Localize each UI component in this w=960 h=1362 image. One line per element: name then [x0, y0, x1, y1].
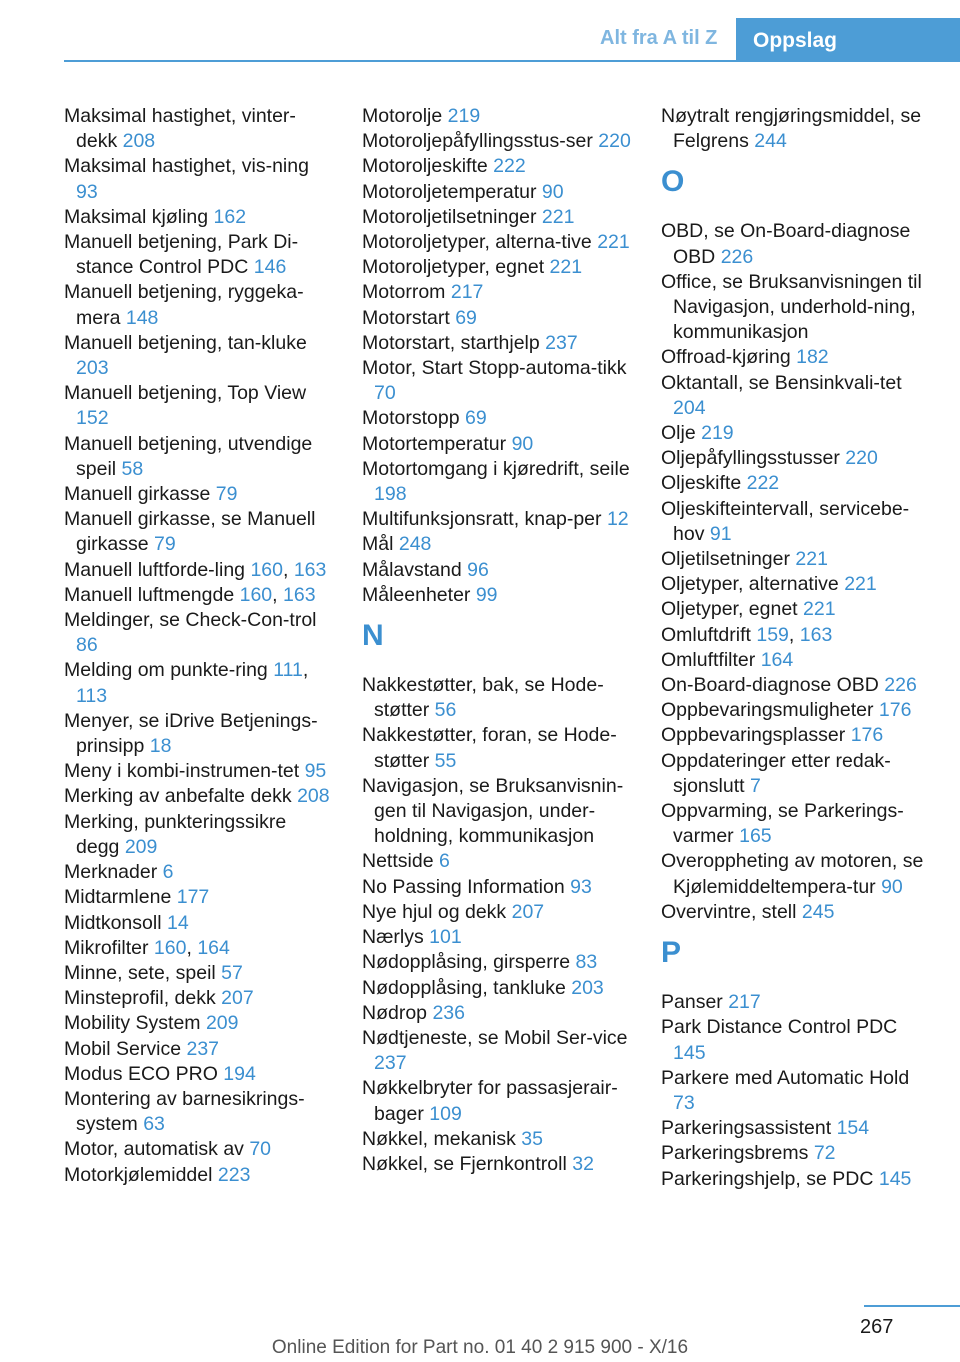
page-link[interactable]: 162 — [213, 205, 247, 228]
index-entry — [661, 1141, 931, 1166]
index-entry — [362, 205, 637, 230]
index-entry — [661, 849, 931, 899]
index-entry-text: Minne, sete, speil — [64, 961, 222, 984]
index-entry — [64, 432, 332, 482]
page-link[interactable]: 221 — [803, 598, 836, 621]
page-link[interactable]: 154 — [836, 1117, 870, 1140]
page-link[interactable]: 63 — [143, 1113, 165, 1136]
page-link[interactable]: 79 — [215, 483, 238, 506]
page-link[interactable]: 177 — [176, 886, 210, 909]
index-entry-text: Oljepåfyllingsstusser — [661, 447, 846, 470]
page-link[interactable]: 101 — [429, 926, 462, 949]
index-entry — [362, 230, 637, 255]
page-link[interactable]: 96 — [467, 558, 489, 581]
index-entry-text: Oljetyper, egnet — [661, 598, 804, 621]
index-entry-text: Multifunksjonsratt, knap-per — [362, 508, 607, 531]
index-entry-text: Montering av barnesikrings-system — [64, 1087, 305, 1136]
page-link[interactable]: 226 — [720, 245, 754, 268]
page-link[interactable]: 91 — [709, 522, 732, 545]
index-entry — [64, 104, 332, 154]
index-entry — [64, 709, 332, 759]
index-entry-text: Nødopplåsing, tankluke — [362, 976, 572, 999]
page-link[interactable]: 220 — [598, 130, 631, 153]
index-entry — [661, 421, 931, 446]
index-entry-text: Motoroljetyper, egnet — [362, 256, 550, 279]
index-entry — [661, 497, 931, 547]
page-link[interactable]: 32 — [572, 1152, 594, 1175]
index-entry-text: Maksimal hastighet, vis-ning — [64, 155, 309, 178]
page-link[interactable]: 160 — [250, 558, 283, 581]
index-entry — [362, 154, 637, 179]
index-entry-text: Merking, punkteringssikre degg — [64, 810, 287, 858]
page-separator: , — [282, 558, 294, 581]
page-link[interactable]: 93 — [76, 180, 98, 203]
index-entry — [661, 799, 931, 849]
index-entry — [362, 306, 637, 331]
page-link[interactable]: 70 — [374, 382, 396, 405]
index-entry-text: Maksimal kjøling — [64, 205, 214, 228]
page-link[interactable]: 90 — [511, 432, 534, 455]
page-link[interactable]: 221 — [549, 256, 583, 279]
index-entry-text: Park Distance Control PDC — [661, 1016, 898, 1039]
page-link[interactable]: 146 — [253, 256, 287, 279]
page-link[interactable]: 109 — [429, 1102, 462, 1125]
index-entry-text: Omluftdrift — [661, 623, 757, 646]
index-entry — [362, 774, 637, 850]
page-link[interactable]: 217 — [450, 281, 484, 304]
index-entry — [64, 608, 332, 658]
index-entry — [64, 1011, 332, 1036]
page-link[interactable]: 83 — [575, 951, 598, 974]
page-link[interactable]: 226 — [884, 674, 917, 697]
index-entry-text: Manuell girkasse — [64, 483, 216, 506]
header-tab: Oppslag — [736, 18, 960, 62]
page-link[interactable]: 203 — [571, 976, 604, 999]
index-entry — [64, 885, 332, 910]
index-entry — [362, 180, 637, 205]
index-entry-text: Nakkestøtter, foran, se Hode-støtter — [362, 724, 617, 772]
index-entry — [64, 1163, 332, 1188]
index-entry — [362, 457, 637, 507]
page-link[interactable]: 163 — [293, 558, 327, 581]
page-link[interactable]: 163 — [799, 623, 833, 646]
page-link[interactable]: 245 — [801, 900, 835, 923]
index-entry-text: Motortemperatur — [362, 432, 512, 455]
index-entry-text: Nøytralt rengjøringsmiddel, se Felgrens — [661, 105, 922, 153]
index-entry — [661, 104, 931, 154]
index-entry-text: Motoroljetyper, alterna-tive — [362, 231, 598, 254]
page-link[interactable]: 237 — [374, 1052, 407, 1075]
index-entry — [661, 673, 931, 698]
index-entry — [661, 1116, 931, 1141]
page-separator: , — [186, 936, 198, 959]
index-entry — [64, 986, 332, 1011]
index-entry-text: Manuell betjening, ryggeka-mera — [64, 281, 304, 329]
page-link[interactable]: 237 — [545, 331, 578, 354]
page-link[interactable]: 12 — [606, 508, 629, 531]
index-entry-text: No Passing Information — [362, 875, 571, 898]
index-entry — [64, 784, 332, 809]
index-entry — [64, 961, 332, 986]
index-entry — [64, 860, 332, 885]
index-entry-text: Modus ECO PRO — [64, 1062, 224, 1085]
page-link[interactable]: 145 — [673, 1041, 706, 1064]
page-link[interactable]: 176 — [850, 724, 884, 747]
page-link[interactable]: 18 — [149, 735, 172, 758]
page-link[interactable]: 35 — [521, 1127, 543, 1150]
index-letter-heading: N — [362, 619, 384, 653]
index-entry-text: Midtkonsoll — [64, 911, 167, 934]
page-link[interactable]: 208 — [122, 130, 156, 153]
index-entry-text: Motoroljeskifte — [362, 155, 494, 178]
index-entry — [64, 1137, 332, 1162]
index-entry — [661, 1015, 931, 1065]
index-entry-text: Manuell betjening, utvendige speil — [64, 432, 313, 480]
index-entry — [362, 532, 637, 557]
index-entry-text: On-Board-diagnose OBD — [661, 674, 885, 697]
index-entry — [64, 507, 332, 557]
page-link[interactable]: 209 — [124, 835, 158, 858]
page-link[interactable]: 56 — [434, 699, 457, 722]
index-entry-text: Nøkkelbryter for passasjerair-bager — [362, 1077, 618, 1125]
index-entry — [64, 154, 332, 204]
page-link[interactable]: 182 — [796, 346, 829, 369]
page-link[interactable]: 222 — [746, 472, 780, 495]
index-entry-text: Nærlys — [362, 926, 430, 949]
index-entry-text: Nye hjul og dekk — [362, 900, 512, 923]
index-entry — [362, 104, 637, 129]
page-link[interactable]: 93 — [570, 875, 592, 898]
header-section-title: Alt fra A til Z — [600, 27, 718, 49]
index-entry — [661, 547, 931, 572]
index-entry-text: Menyer, se iDrive Betjenings-prinsipp — [64, 709, 318, 758]
index-entry-text: Motoroljetemperatur — [362, 180, 542, 203]
index-entry-text: Navigasjon, se Bruksanvisnin-gen til Navigasjon, under-holdning, kommunikasjon — [362, 774, 624, 848]
index-entry-text: Manuell betjening, tan-kluke — [64, 331, 307, 354]
index-entry — [362, 1001, 637, 1026]
index-entry — [362, 280, 637, 305]
index-entry-text: Parkeringsassistent — [661, 1117, 837, 1140]
index-letter-heading: P — [661, 936, 682, 970]
index-entry-text: Manuell betjening, Top View — [64, 382, 307, 405]
page-link[interactable]: 221 — [541, 205, 575, 228]
page-link[interactable]: 198 — [374, 483, 407, 506]
page-number: 267 — [860, 1316, 894, 1338]
index-entry-text: Nakkestøtter, bak, se Hode-støtter — [362, 674, 604, 722]
page-separator: , — [302, 659, 309, 682]
index-entry-text: Manuell luftforde-ling — [64, 558, 251, 581]
index-entry-text: Motorolje — [362, 105, 448, 127]
page-link[interactable]: 220 — [845, 447, 878, 470]
page-link[interactable]: 79 — [154, 533, 176, 556]
index-entry — [64, 381, 332, 431]
index-entry — [362, 925, 637, 950]
page-link[interactable]: 164 — [197, 936, 230, 959]
index-entry-text: Oppvarming, se Parkerings-varmer — [661, 800, 904, 848]
index-entry-text: Motorrom — [362, 281, 451, 304]
index-entry — [64, 482, 332, 507]
index-entry-text: Oljetyper, alternative — [661, 573, 845, 596]
page-link[interactable]: 152 — [76, 407, 109, 430]
page-link[interactable]: 217 — [728, 991, 761, 1014]
index-entry-text: Motor, Start Stopp-automa-tikk — [362, 357, 627, 380]
index-entry-text: Oljeskifte — [661, 472, 747, 495]
page-link[interactable]: 237 — [186, 1037, 220, 1060]
index-entry — [64, 1062, 332, 1087]
index-entry — [661, 572, 931, 597]
index-entry-text: Overoppheting av motoren, se Kjølemiddeltempera-tur — [661, 850, 924, 898]
index-column-1 — [64, 104, 332, 1188]
index-entry — [64, 558, 332, 583]
page-link[interactable]: 6 — [438, 850, 450, 873]
page-link[interactable]: 248 — [398, 533, 432, 556]
page-link[interactable]: 99 — [475, 583, 498, 606]
page-link[interactable]: 159 — [756, 623, 789, 646]
page-link[interactable]: 222 — [493, 155, 526, 178]
page-link[interactable]: 208 — [297, 785, 330, 808]
index-entry — [661, 471, 931, 496]
index-entry — [64, 583, 332, 608]
index-entry-text: Måleenheter — [362, 583, 476, 606]
index-entry — [661, 1167, 931, 1192]
index-column-2 — [362, 104, 637, 1177]
page-link[interactable]: 55 — [434, 749, 457, 772]
page-link[interactable]: 223 — [217, 1163, 251, 1186]
index-entry-text: Mål — [362, 533, 399, 556]
page-link[interactable]: 72 — [813, 1142, 836, 1165]
index-entry-text: Nøkkel, se Fjernkontroll — [362, 1152, 573, 1175]
index-entry — [64, 810, 332, 860]
index-entry — [64, 280, 332, 330]
page-link[interactable]: 90 — [541, 180, 564, 203]
index-entry-text: Nødtjeneste, se Mobil Ser-vice — [362, 1026, 628, 1049]
index-entry — [64, 331, 332, 381]
page-link[interactable]: 204 — [673, 396, 706, 419]
index-entry-text: Parkere med Automatic Hold — [661, 1066, 910, 1089]
index-entry — [362, 849, 637, 874]
index-entry — [64, 658, 332, 708]
index-entry — [661, 623, 931, 648]
page-link[interactable]: 145 — [878, 1167, 912, 1190]
index-entry — [64, 936, 332, 961]
index-entry-text: Office, se Bruksanvisningen til Navigasjon, underhold-ning, kommunikasjon — [661, 270, 922, 344]
index-entry-text: Nødopplåsing, girsperre — [362, 951, 576, 974]
index-entry-text: Motorstopp — [362, 407, 465, 430]
index-entry-text: Oppbevaringsplasser — [661, 724, 851, 747]
page-link[interactable]: 163 — [283, 583, 316, 606]
index-entry — [362, 950, 637, 975]
index-entry — [362, 129, 637, 154]
index-entry — [64, 1087, 332, 1137]
page-link[interactable]: 236 — [432, 1001, 465, 1024]
index-entry-text: Motor, automatisk av — [64, 1138, 250, 1161]
page-link[interactable]: 58 — [121, 457, 144, 480]
index-entry — [362, 432, 637, 457]
index-column-3 — [661, 104, 931, 1192]
index-entry — [661, 698, 931, 723]
page-separator: , — [788, 623, 800, 646]
page-link[interactable]: 95 — [304, 760, 327, 783]
index-entry — [362, 1152, 637, 1177]
page-link[interactable]: 7 — [749, 774, 761, 797]
page-link[interactable]: 160 — [239, 583, 273, 606]
index-entry-text: Mobility System — [64, 1012, 206, 1035]
index-entry — [661, 900, 931, 925]
page-link[interactable]: 165 — [739, 825, 772, 848]
page-link[interactable]: 221 — [844, 573, 877, 596]
index-entry — [64, 911, 332, 936]
index-entry-text: OBD, se On-Board-diagnose OBD — [661, 220, 911, 268]
index-entry — [661, 219, 931, 269]
index-entry — [362, 900, 637, 925]
index-entry — [661, 597, 931, 622]
index-entry-text: Manuell girkasse, se Manuell girkasse — [64, 508, 316, 556]
index-entry — [661, 648, 931, 673]
index-entry — [362, 255, 637, 280]
index-entry-text: Motoroljepåfyllingsstus-ser — [362, 130, 599, 153]
page-link[interactable]: 221 — [597, 231, 630, 254]
index-entry-text: Merknader — [64, 861, 163, 884]
index-entry — [362, 723, 637, 773]
index-entry — [362, 1026, 637, 1076]
index-entry-text: Merking av anbefalte dekk — [64, 785, 298, 808]
index-entry — [64, 230, 332, 280]
page-link[interactable]: 194 — [223, 1062, 256, 1085]
index-entry — [362, 331, 637, 356]
index-entry-text: Nettside — [362, 850, 439, 873]
index-entry-text: Motorstart, starthjelp — [362, 331, 546, 354]
index-entry — [64, 759, 332, 784]
index-entry — [661, 345, 931, 370]
index-entry-text: Oktantall, se Bensinkvali-tet — [661, 371, 902, 394]
index-entry-text: Nødrop — [362, 1001, 433, 1024]
index-entry — [362, 1076, 637, 1126]
index-letter-heading: O — [661, 165, 685, 199]
index-entry-text: Midtarmlene — [64, 886, 177, 909]
index-entry — [661, 270, 931, 346]
index-entry-text: Motortomgang i kjøredrift, seile — [362, 457, 630, 480]
index-entry-text: Nøkkel, mekanisk — [362, 1127, 522, 1150]
index-entry — [362, 875, 637, 900]
page-link[interactable]: 148 — [125, 306, 159, 329]
index-entry-text: Mobil Service — [64, 1037, 187, 1060]
page-link[interactable]: 219 — [701, 422, 734, 445]
index-entry-text: Minsteprofil, dekk — [64, 987, 222, 1010]
page-link[interactable]: 90 — [881, 875, 903, 898]
index-entry — [661, 446, 931, 471]
page-separator: , — [272, 583, 283, 606]
index-entry — [661, 749, 931, 799]
index-entry-text: Parkeringshjelp, se PDC — [661, 1167, 879, 1190]
index-entry — [661, 371, 931, 421]
index-entry — [661, 990, 931, 1015]
index-entry-text: Maksimal hastighet, vinter-dekk — [64, 105, 296, 153]
page-link[interactable]: 70 — [249, 1138, 272, 1161]
index-entry-text: Manuell luftmengde — [64, 583, 240, 606]
index-entry — [362, 507, 637, 532]
page-link[interactable]: 73 — [673, 1091, 695, 1114]
index-entry-text: Motorkjølemiddel — [64, 1163, 218, 1186]
index-entry-text: Offroad-kjøring — [661, 346, 797, 369]
index-entry-text: Oljeskifteintervall, servicebe-hov — [661, 497, 910, 545]
index-entry-text: Målavstand — [362, 558, 468, 581]
index-entry-text: Parkeringsbrems — [661, 1142, 814, 1165]
index-entry-text: Meldinger, se Check-Con-trol — [64, 609, 317, 632]
index-entry — [64, 205, 332, 230]
page-link[interactable]: 113 — [76, 684, 108, 707]
page-link[interactable]: 164 — [760, 648, 794, 671]
index-entry-text: Motorstart — [362, 306, 456, 329]
index-entry-text: Overvintre, stell — [661, 900, 802, 923]
page-link[interactable]: 86 — [76, 634, 98, 657]
page-link[interactable]: 244 — [754, 130, 787, 153]
page-link[interactable]: 111 — [273, 659, 303, 682]
index-entry — [362, 673, 637, 723]
page-link[interactable]: 69 — [464, 407, 487, 430]
index-entry-text: Melding om punkte-ring — [64, 659, 274, 682]
page-link[interactable]: 221 — [795, 548, 828, 571]
index-entry-text: Omluftfilter — [661, 648, 761, 671]
page-link[interactable]: 207 — [221, 987, 254, 1010]
page-link[interactable]: 209 — [205, 1012, 239, 1035]
page-link[interactable]: 219 — [447, 105, 481, 127]
page-link[interactable]: 6 — [162, 861, 174, 884]
index-entry-text: Motoroljetilsetninger — [362, 205, 542, 228]
page-link[interactable]: 203 — [76, 357, 109, 380]
index-entry-text: Mikrofilter — [64, 936, 154, 959]
page-link[interactable]: 14 — [166, 911, 189, 934]
index-entry-text: Oppbevaringsmuligheter — [661, 699, 879, 722]
index-entry — [362, 976, 637, 1001]
edition-footer: Online Edition for Part no. 01 40 2 915 900 - X/16 — [271, 1337, 689, 1358]
index-entry — [362, 583, 637, 608]
index-entry — [64, 1037, 332, 1062]
index-entry-text: Olje — [661, 422, 702, 445]
page-link[interactable]: 160 — [153, 936, 187, 959]
index-entry-text: Manuell betjening, Park Di-stance Control PDC — [64, 231, 299, 279]
page-link[interactable]: 69 — [455, 306, 477, 329]
index-entry-text: Panser — [661, 991, 729, 1014]
index-entry — [661, 1066, 931, 1116]
index-entry — [661, 723, 931, 748]
index-entry — [362, 558, 637, 583]
page-link[interactable]: 207 — [511, 900, 545, 923]
page-link[interactable]: 57 — [221, 961, 243, 984]
index-entry — [362, 356, 637, 406]
index-entry-text: Oljetilsetninger — [661, 548, 796, 571]
index-entry — [362, 1127, 637, 1152]
index-entry-text: Oppdateringer etter redak-sjonslutt — [661, 749, 891, 797]
page-link[interactable]: 176 — [878, 699, 912, 722]
index-entry — [362, 406, 637, 431]
footer-rule — [864, 1305, 960, 1307]
index-entry-text: Meny i kombi-instrumen-tet — [64, 760, 305, 783]
